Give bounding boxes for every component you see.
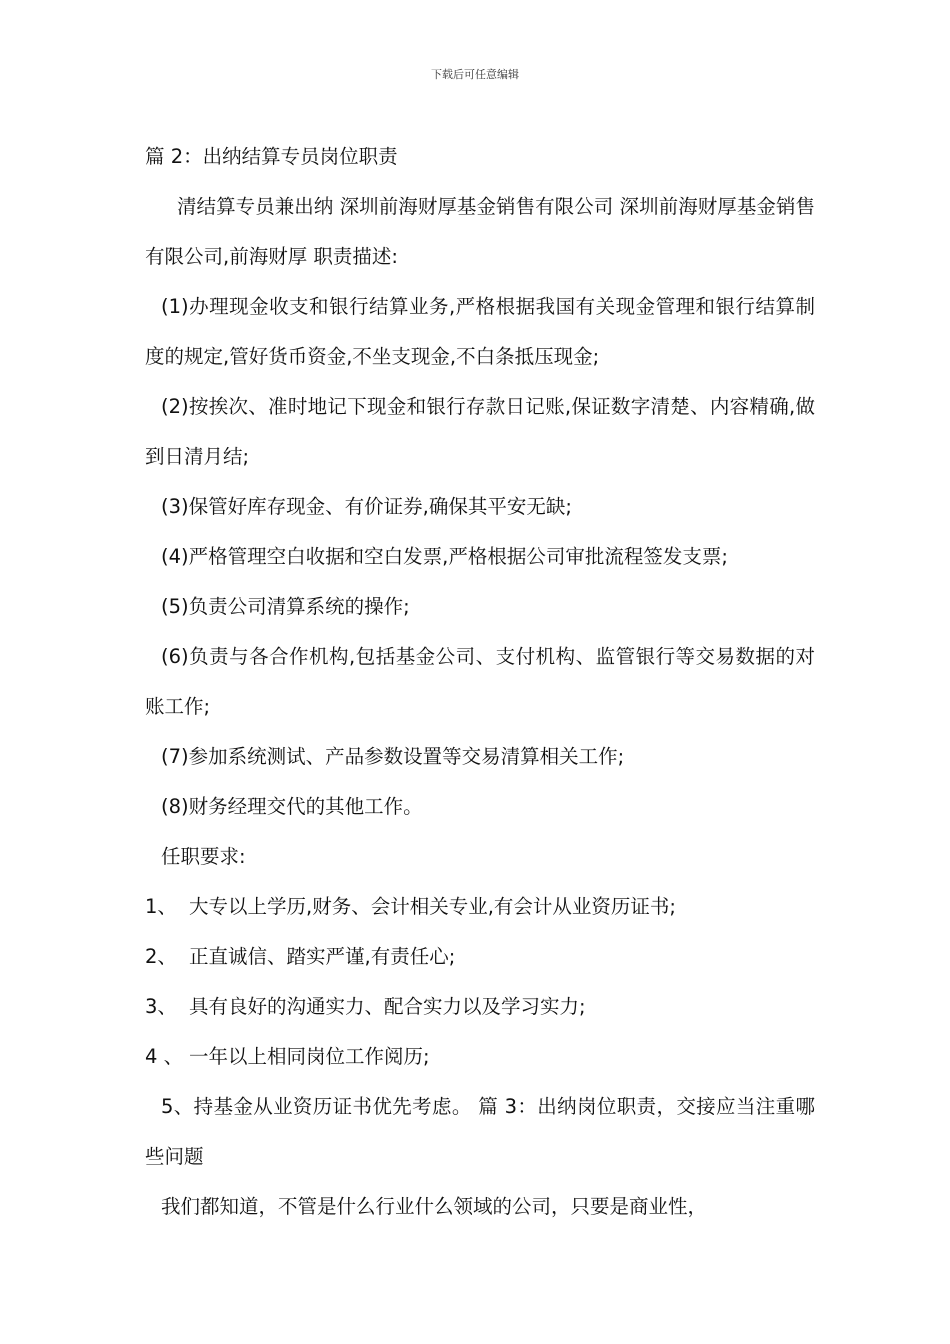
requirement-number: 1、 [145, 895, 177, 918]
requirement-number: 2、 [145, 945, 177, 968]
document-body [145, 132, 815, 1232]
duty-item: (6)负责与各合作机构,包括基金公司、支付机构、监管银行等交易数据的对账工作; [145, 645, 815, 718]
duty-item: (8)财务经理交代的其他工作。 [161, 795, 423, 818]
duty-item: (1)办理现金收支和银行结算业务,严格根据我国有关现金管理和银行结算制度的规定,管好货币资金,不坐支现金,不白条抵压现金; [145, 295, 815, 368]
intro-paragraph: 清结算专员兼出纳 深圳前海财厚基金销售有限公司 深圳前海财厚基金销售有限公司,前海财厚 职责描述: [145, 195, 815, 268]
closing-paragraph: 我们都知道，不管是什么行业什么领域的公司，只要是商业性， [161, 1195, 708, 1218]
requirement-5-and-section-3-title: 5、持基金从业资历证书优先考虑。 篇 3：出纳岗位职责，交接应当注重哪些问题 [145, 1095, 815, 1168]
section-title: 篇 2：出纳结算专员岗位职责 [145, 145, 398, 168]
requirement-item [145, 982, 815, 1032]
requirement-text: 具有良好的沟通实力、配合实力以及学习实力; [189, 995, 586, 1018]
duty-item: (2)按挨次、准时地记下现金和银行存款日记账,保证数字清楚、内容精确,做到日清月结; [145, 395, 815, 468]
requirement-number: 3、 [145, 995, 177, 1018]
requirements-heading: 任职要求: [161, 845, 246, 868]
requirement-item [145, 1032, 815, 1082]
duty-item: (3)保管好库存现金、有价证券,确保其平安无缺; [161, 495, 572, 518]
duty-item: (7)参加系统测试、产品参数设置等交易清算相关工作; [161, 745, 625, 768]
requirement-text: 一年以上相同岗位工作阅历; [189, 1045, 430, 1068]
requirement-text: 大专以上学历,财务、会计相关专业,有会计从业资历证书; [189, 895, 676, 918]
requirement-item [145, 932, 815, 982]
requirement-text: 正直诚信、踏实严谨,有责任心; [189, 945, 456, 968]
duty-item: (5)负责公司清算系统的操作; [161, 595, 410, 618]
duty-item: (4)严格管理空白收据和空白发票,严格根据公司审批流程签发支票; [161, 545, 728, 568]
requirement-item [145, 882, 815, 932]
requirement-number: 4 、 [145, 1045, 184, 1068]
page-header: 下载后可任意编辑 [431, 68, 519, 81]
